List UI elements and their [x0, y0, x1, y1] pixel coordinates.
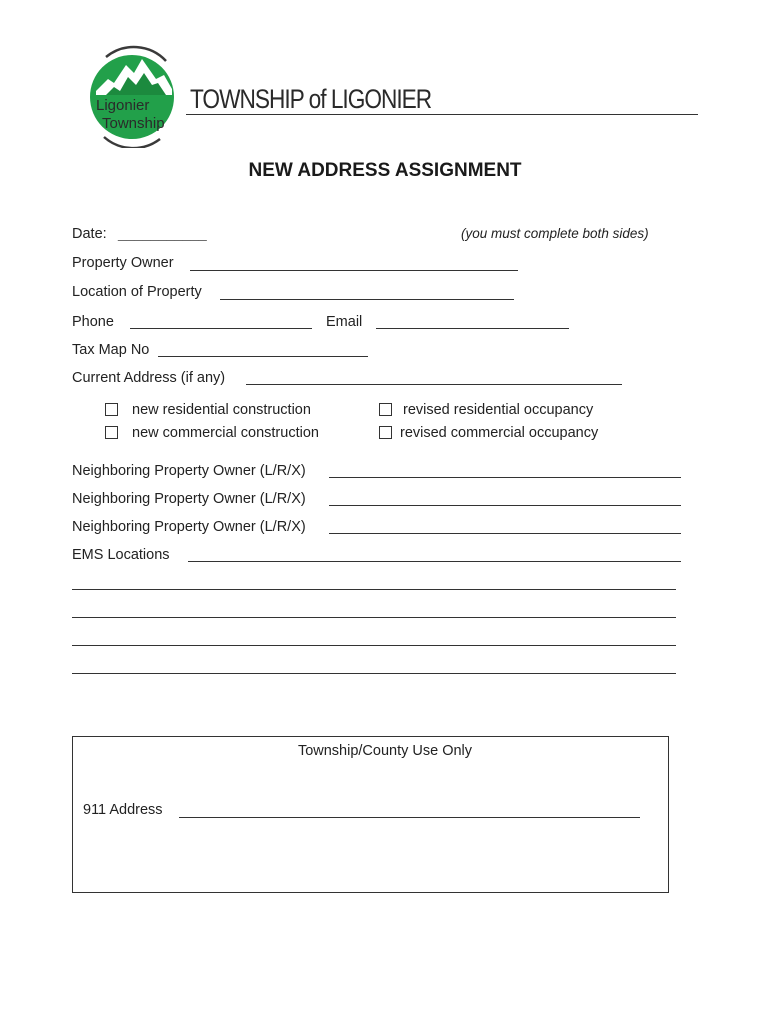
- header-rule: [186, 114, 698, 115]
- email-label: Email: [326, 314, 363, 330]
- property-owner-label: Property Owner: [72, 255, 174, 271]
- ems-line-4[interactable]: [72, 645, 676, 646]
- ems-line-2[interactable]: [72, 589, 676, 590]
- neighbor-field-1[interactable]: [329, 477, 681, 478]
- checkbox-revised-residential[interactable]: [379, 403, 392, 416]
- option-new-residential: new residential construction: [132, 402, 311, 418]
- property-owner-field[interactable]: [190, 270, 518, 271]
- both-sides-note: (you must complete both sides): [461, 226, 649, 241]
- neighbor-label-3: Neighboring Property Owner (L/R/X): [72, 519, 306, 535]
- neighbor-label-2: Neighboring Property Owner (L/R/X): [72, 491, 306, 507]
- email-field[interactable]: [376, 328, 569, 329]
- option-revised-residential: revised residential occupancy: [403, 402, 594, 418]
- tax-map-label: Tax Map No: [72, 342, 150, 358]
- logo-text-line1: Ligonier: [96, 97, 150, 114]
- current-address-field[interactable]: [246, 384, 622, 385]
- location-label: Location of Property: [72, 284, 202, 300]
- address-911-field[interactable]: [179, 817, 640, 818]
- current-address-label: Current Address (if any): [72, 370, 226, 386]
- tax-map-field[interactable]: [158, 356, 368, 357]
- date-blank: ___________: [118, 226, 207, 242]
- phone-field[interactable]: [130, 328, 312, 329]
- ems-field[interactable]: [188, 561, 681, 562]
- form-title: NEW ADDRESS ASSIGNMENT: [248, 160, 522, 181]
- ems-line-3[interactable]: [72, 617, 676, 618]
- ems-line-5[interactable]: [72, 673, 676, 674]
- neighbor-field-3[interactable]: [329, 533, 681, 534]
- option-new-commercial: new commercial construction: [132, 425, 319, 441]
- location-field[interactable]: [220, 299, 514, 300]
- checkbox-new-commercial[interactable]: [105, 426, 118, 439]
- phone-label: Phone: [72, 314, 114, 330]
- option-revised-commercial: revised commercial occupancy: [400, 425, 599, 441]
- township-logo: [86, 45, 178, 148]
- neighbor-field-2[interactable]: [329, 505, 681, 506]
- township-title: TOWNSHIP of LIGONIER: [190, 84, 432, 114]
- date-label: Date:: [72, 226, 107, 242]
- checkbox-revised-commercial[interactable]: [379, 426, 392, 439]
- address-911-label: 911 Address: [83, 802, 163, 818]
- neighbor-label-1: Neighboring Property Owner (L/R/X): [72, 463, 306, 479]
- ems-label: EMS Locations: [72, 547, 170, 563]
- checkbox-new-residential[interactable]: [105, 403, 118, 416]
- logo-text-line2: Township: [102, 115, 165, 132]
- office-use-title: Township/County Use Only: [297, 743, 473, 759]
